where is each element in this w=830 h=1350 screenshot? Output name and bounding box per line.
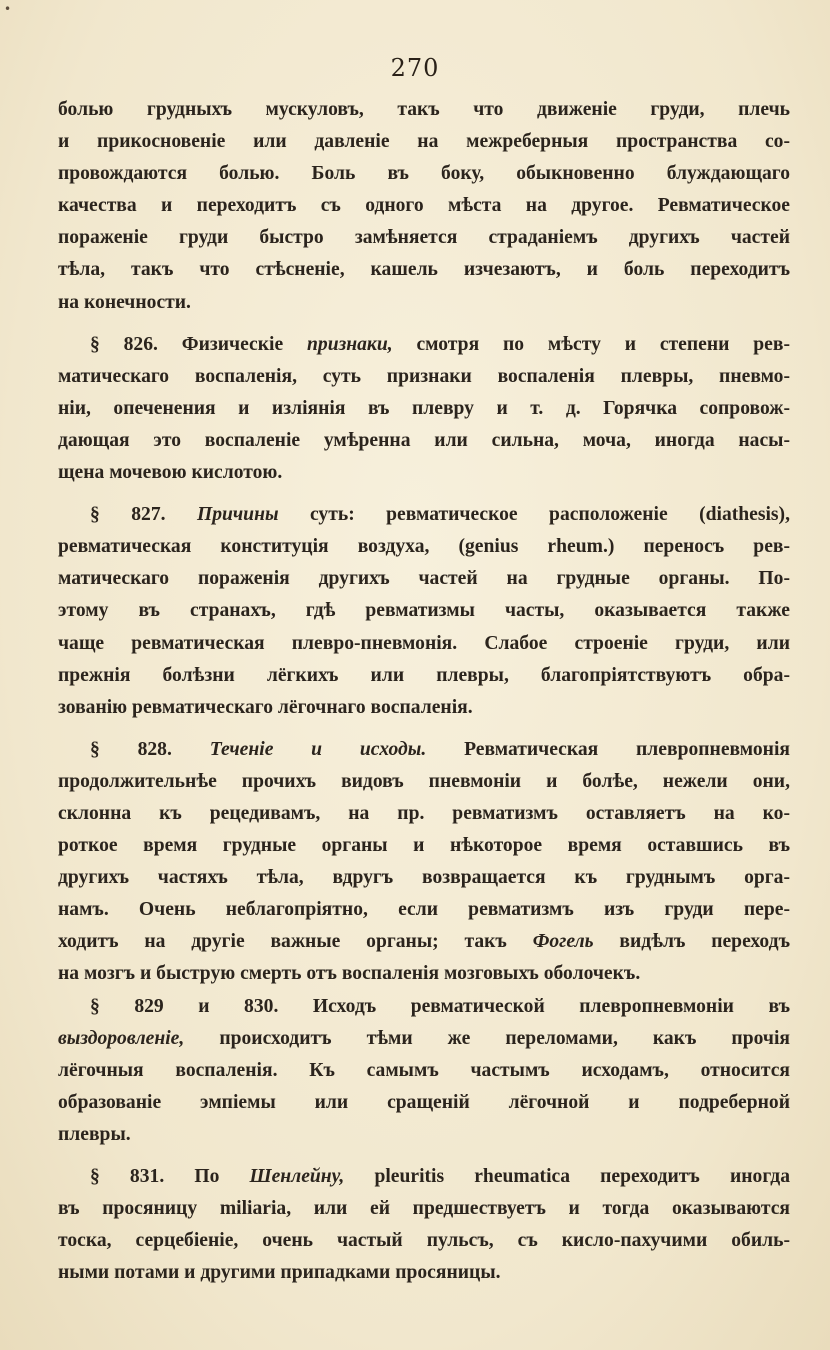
paragraph-829-830 xyxy=(58,991,790,1151)
page-text xyxy=(58,94,790,1289)
text-line: чаще ревматическая плевро-пневмонiя. Слабое строенiе груди, или xyxy=(58,632,790,654)
text-line: въ просяницу miliaria, или ей предшествуетъ и тогда оказываются xyxy=(58,1198,790,1220)
text-line: щена мочевою кислотою. xyxy=(58,462,283,484)
text-line: выздоровленiе, происходитъ тѣми же переломами, какъ прочiя xyxy=(58,1027,790,1049)
text-line: на мозгъ и быструю смерть отъ воспаленiя мозговыхъ оболочекъ. xyxy=(58,963,641,985)
text-line: дающая это воспаленiе умѣренна или сильна, моча, иногда насы- xyxy=(58,429,790,451)
italic-term: Теченiе и исходы. xyxy=(209,738,427,760)
page-number: 270 xyxy=(390,54,440,82)
text-line: другихъ частяхъ тѣла, вдругъ возвращается къ груднымъ орга- xyxy=(58,867,790,889)
text-line: § 827. Причины суть: ревматическое расположенiе (diathesis), xyxy=(90,504,790,526)
text-line: лёгочныя воспаленiя. Къ самымъ частымъ исходамъ, относится xyxy=(58,1059,790,1081)
italic-term: Причины xyxy=(196,504,279,526)
text-line: на конечности. xyxy=(58,291,191,313)
italic-term: Фогель xyxy=(532,931,594,953)
text-line: пораженiе груди быстро замѣняется страданiемъ другихъ частей xyxy=(58,227,790,249)
text-line: зованiю ревматическаго лёгочнаго воспаленiя. xyxy=(58,696,473,718)
text-line: склонна къ рецедивамъ, на пр. ревматизмъ оставляетъ на ко- xyxy=(58,802,790,824)
text-line: ревматическая конституцiя воздуха, (genius rheum.) переносъ рев- xyxy=(58,536,790,558)
text-line: качества и переходитъ съ одного мѣста на другое. Ревматическое xyxy=(58,195,790,217)
text-line: намъ. Очень неблагопрiятно, если ревматизмъ изъ груди пере- xyxy=(58,899,790,921)
text-line: тоска, серцебiенiе, очень частый пульсъ, съ кисло-пахучими обиль- xyxy=(58,1230,790,1252)
paragraph-827 xyxy=(58,499,790,724)
scan-mark: • xyxy=(4,2,12,16)
italic-term: признаки, xyxy=(307,333,393,355)
text-line: и прикосновенiе или давленiе на межреберныя пространства со- xyxy=(58,131,790,153)
text-line: тѣла, такъ что стѣсненiе, кашель изчезаютъ, и боль переходитъ xyxy=(58,259,790,281)
text-line: продолжительнѣе прочихъ видовъ пневмонiи и болѣе, нежели они, xyxy=(58,770,790,792)
text-line: этому въ странахъ, гдѣ ревматизмы часты, оказывается также xyxy=(58,600,790,622)
paragraph-826 xyxy=(58,329,790,489)
paragraph-831 xyxy=(58,1161,790,1289)
text-line: провождаются болью. Боль въ боку, обыкновенно блуждающаго xyxy=(58,163,790,185)
text-line: ходитъ на другiе важные органы; такъ Фогель видѣлъ переходъ xyxy=(58,931,790,953)
paragraph-continuation xyxy=(58,94,790,319)
paragraph-828 xyxy=(58,734,790,991)
italic-term: Шенлейну, xyxy=(249,1166,345,1187)
text-line: § 826. Физическiе признаки, смотря по мѣсту и степени рев- xyxy=(90,333,790,355)
text-line: плевры. xyxy=(58,1123,131,1145)
text-line: нiи, опеченения и изліянія въ плевру и т. д. Горячка сопровож- xyxy=(58,397,790,419)
text-line: роткое время грудные органы и нѣкоторое время оставшись въ xyxy=(58,835,790,857)
text-line: матическаго пораженiя другихъ частей на грудные органы. По- xyxy=(58,568,790,590)
text-line: § 831. По Шенлейну, pleuritis rheumatica переходитъ иногда xyxy=(90,1166,790,1187)
italic-term: выздоровленiе, xyxy=(58,1027,185,1049)
text-line: ными потами и другими припадками просяницы. xyxy=(58,1262,501,1284)
text-line: образованiе эмпiемы или сращенiй лёгочной и подреберной xyxy=(58,1091,790,1113)
text-line: § 829 и 830. Исходъ ревматической плевропневмонiи въ xyxy=(90,995,790,1017)
text-line: матическаго воспаленiя, суть признаки воспаленiя плевры, пневмо- xyxy=(58,365,790,387)
text-line: § 828. Теченiе и исходы. Ревматическая плевропневмонiя xyxy=(90,738,790,760)
text-line: прежнiя болѣзни лёгкихъ или плевры, благопрiятствуютъ обра- xyxy=(58,664,790,686)
text-line: болью грудныхъ мускуловъ, такъ что движенiе груди, плечь xyxy=(58,99,790,120)
